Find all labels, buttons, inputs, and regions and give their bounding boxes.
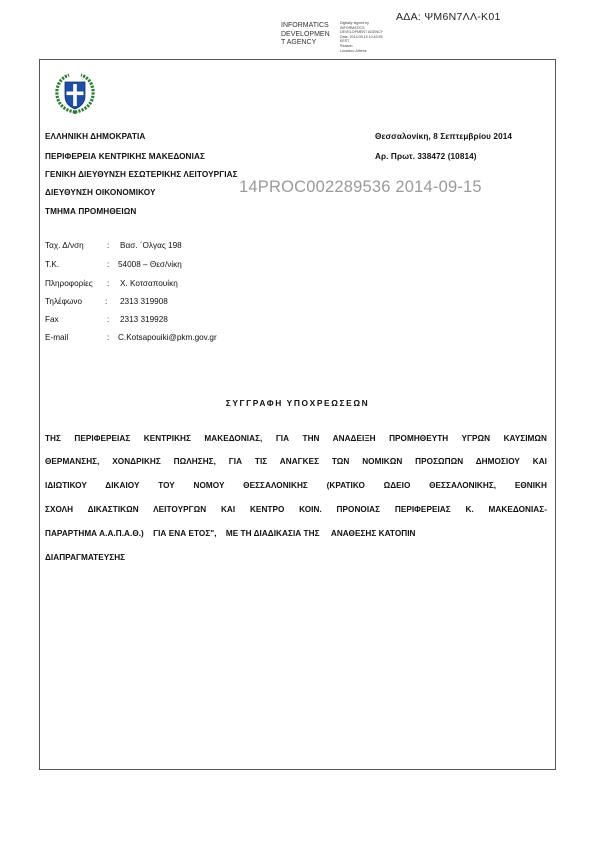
signature-detail-line: Digitally signed by	[340, 21, 369, 25]
contact-label: Τ.Κ.	[45, 260, 60, 269]
contact-value: Χ. Κοτσαπουίκη	[120, 279, 178, 288]
signature-org-line: INFORMATICS	[281, 22, 329, 29]
signature-detail-line: Location: Athens	[340, 48, 367, 53]
protocol-stamp: 14PROC002289536 2014-09-15	[239, 178, 482, 196]
body-line: ΠΑΡΑΡΤΗΜΑ Α.Α.Π.Α.Θ.) ΓΙΑ ΕΝΑ ΕΤΟΣ", ΜΕ ΤΗ ΔΙΑΔΙΚΑΣΙΑ ΤΗΣ ΑΝΑΘΕΣΗΣ ΚΑΤΟΠΙΝ	[45, 529, 416, 538]
place-date: Θεσσαλονίκη, 8 Σεπτεμβρίου 2014	[375, 132, 513, 141]
contact-value: 54008 – Θεσ/νίκη	[118, 260, 182, 269]
body-line: ΤΗΣ ΠΕΡΙΦΕΡΕΙΑΣ ΚΕΝΤΡΙΚΗΣ ΜΑΚΕΔΟΝΙΑΣ, ΓΙΑ ΤΗΝ ΑΝΑΔΕΙΞΗ ΠΡΟΜΗΘΕΥΤΗ ΥΓΡΩΝ ΚΑΥΣΙΜΩΝ	[45, 434, 547, 443]
document-title: ΣΥΓΓΡΑΦΗ ΥΠΟΧΡΕΩΣΕΩΝ	[225, 398, 370, 408]
body-line: ΙΔΙΩΤΙΚΟΥ ΔΙΚΑΙΟΥ ΤΟΥ ΝΟΜΟΥ ΘΕΣΣΑΛΟΝΙΚΗΣ (ΚΡΑΤΙΚΟ ΩΔΕΙΟ ΘΕΣΣΑΛΟΝΙΚΗΣ, ΕΘΝΙΚΗ	[45, 481, 547, 490]
contact-separator: :	[107, 279, 110, 288]
contact-email-value: C.Kotsapouiki@pkm.gov.gr	[118, 333, 217, 342]
document-frame	[39, 59, 556, 770]
contact-separator: :	[105, 297, 108, 306]
signature-detail-line: Date: 2014.09.15 10:43:59	[340, 34, 383, 39]
ada-code: ΑΔΑ: ΨΜ6Ν7ΛΛ-Κ01	[396, 11, 501, 23]
greek-state-emblem-icon	[53, 72, 97, 116]
contact-label: Ταχ. Δ/νση	[45, 241, 84, 250]
header-line-general-directorate: ΓΕΝΙΚΗ ΔΙΕΥΘΥΝΣΗ ΕΣΩΤΕΡΙΚΗΣ ΛΕΙΤΟΥΡΓΙΑΣ	[45, 170, 238, 179]
contact-label: Fax	[45, 315, 59, 324]
signature-detail-line: INFORMATICS	[340, 25, 365, 30]
contact-separator: :	[107, 333, 110, 342]
contact-label: E-mail	[45, 333, 69, 342]
body-line: ΔΙΑΠΡΑΓΜΑΤΕΥΣΗΣ	[45, 553, 126, 562]
contact-separator: :	[107, 241, 110, 250]
header-line-republic: ΕΛΛΗΝΙΚΗ ΔΗΜΟΚΡΑΤΙΑ	[45, 132, 146, 141]
signature-detail-line: Reason:	[340, 43, 354, 48]
contact-separator: :	[107, 260, 110, 269]
header-line-directorate: ΔΙΕΥΘΥΝΣΗ ΟΙΚΟΝΟΜΙΚΟΥ	[45, 188, 156, 197]
contact-label: Τηλέφωνο	[45, 297, 83, 306]
signature-detail-line: DEVELOPMENT AGENCY	[340, 30, 384, 35]
contact-label: Πληροφορίες	[45, 279, 93, 288]
signature-organization	[281, 22, 341, 48]
signature-details	[340, 21, 402, 53]
signature-org-line: DEVELOPMEN	[281, 30, 330, 38]
signature-detail-line: EEST	[340, 39, 350, 44]
header-line-department: ΤΜΗΜΑ ΠΡΟΜΗΘΕΙΩΝ	[45, 207, 137, 216]
body-line: ΘΕΡΜΑΝΣΗΣ, ΧΟΝΔΡΙΚΗΣ ΠΩΛΗΣΗΣ, ΓΙΑ ΤΙΣ ΑΝΑΓΚΕΣ ΤΩΝ ΝΟΜΙΚΩΝ ΠΡΟΣΩΠΩΝ ΔΗΜΟΣΙΟΥ ΚΑΙ	[45, 457, 547, 466]
contact-separator: :	[107, 315, 110, 324]
header-line-region: ΠΕΡΙΦΕΡΕΙΑ ΚΕΝΤΡΙΚΗΣ ΜΑΚΕΔΟΝΙΑΣ	[45, 152, 205, 161]
contact-value: 2313 319928	[120, 315, 168, 324]
contact-value: 2313 319908	[120, 297, 168, 306]
signature-org-line: T AGENCY	[281, 39, 317, 46]
body-line: ΣΧΟΛΗ ΔΙΚΑΣΤΙΚΩΝ ΛΕΙΤΟΥΡΓΩΝ ΚΑΙ ΚΕΝΤΡΟ ΚΟΙΝ. ΠΡΟΝΟΙΑΣ ΠΕΡΙΦΕΡΕΙΑΣ Κ. ΜΑΚΕΔΟΝΙΑΣ-	[45, 505, 547, 514]
protocol-number: Αρ. Πρωτ. 338472 (10814)	[375, 152, 477, 161]
contact-value: Βασ. ΄Ολγας 198	[120, 241, 182, 250]
